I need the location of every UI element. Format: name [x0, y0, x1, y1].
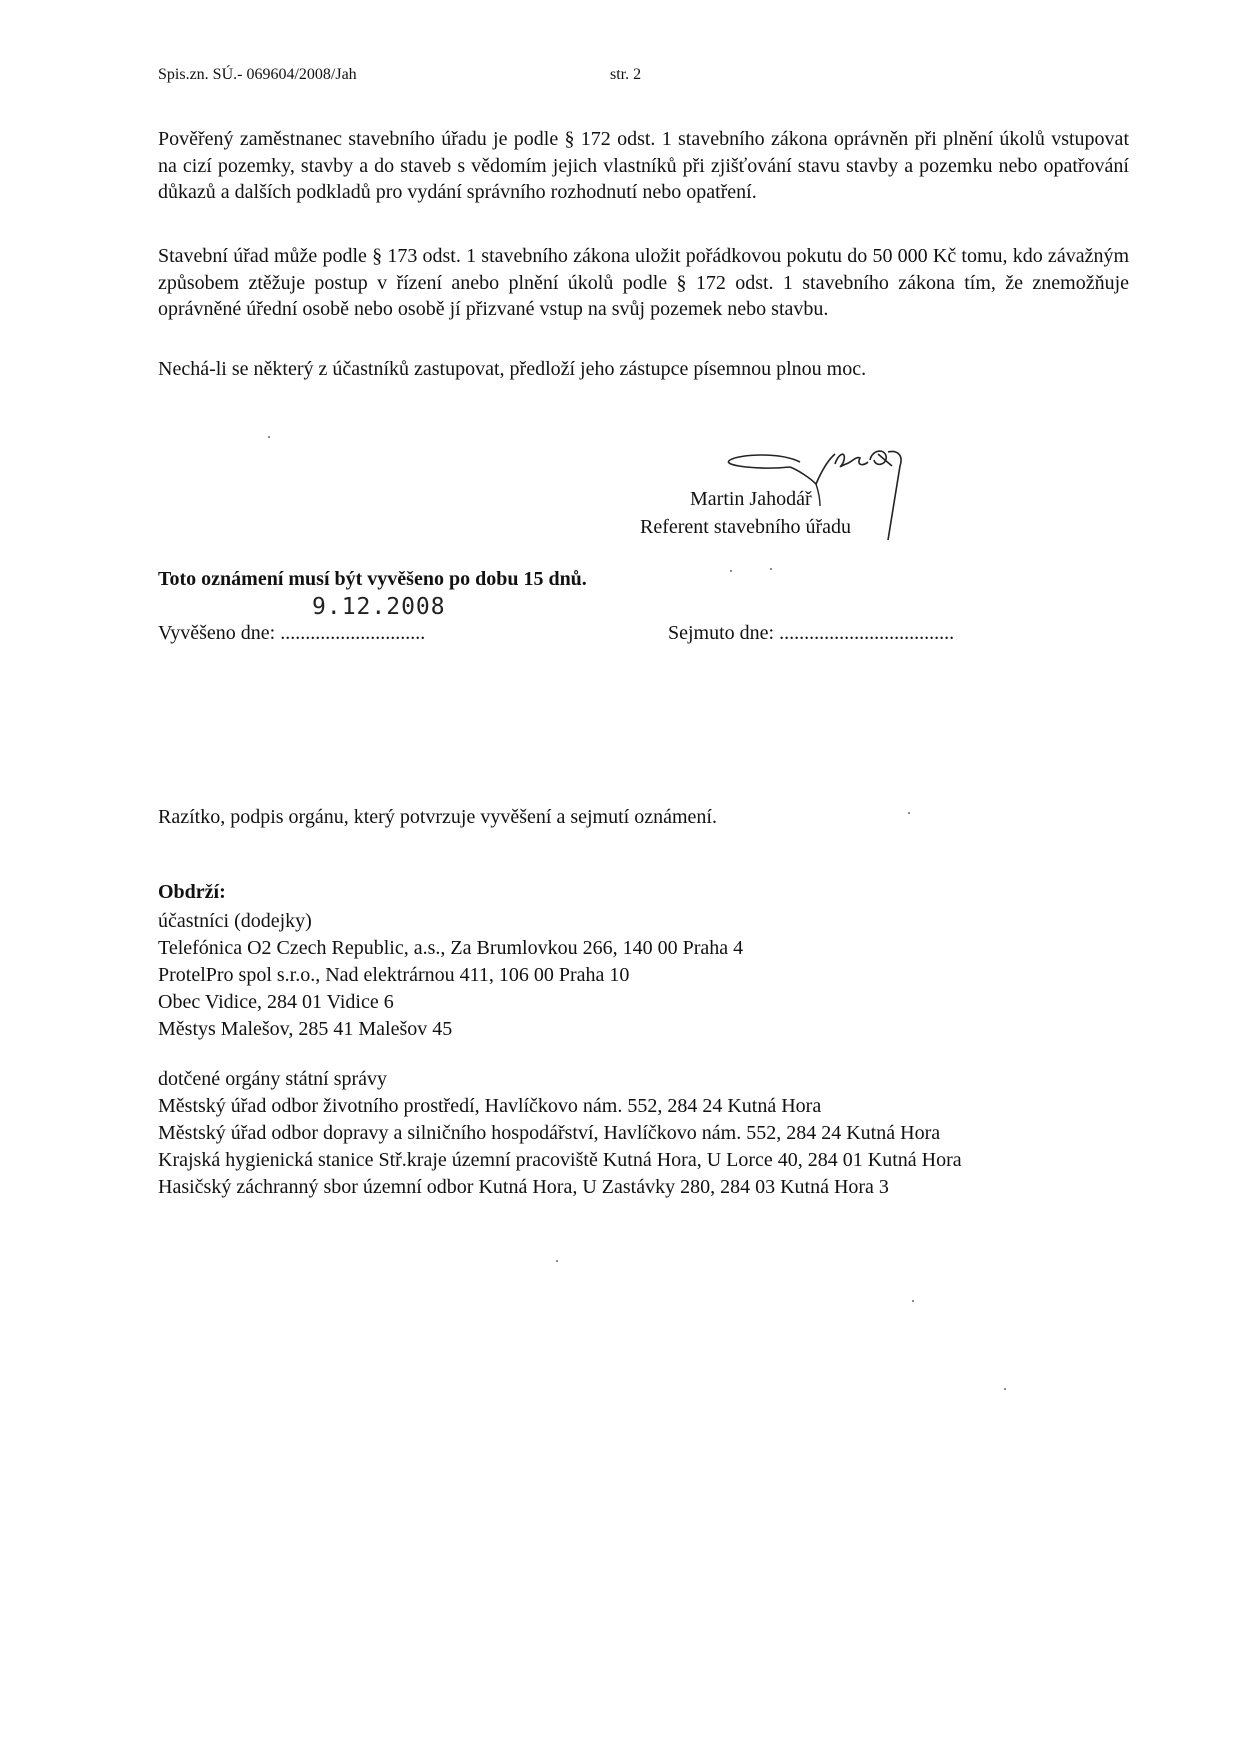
- posted-date-stamp: 9.12.2008: [312, 594, 446, 620]
- scan-speck: [556, 1260, 558, 1262]
- authority-item: Hasičský záchranný sbor územní odbor Kutná Hora, U Zastávky 280, 284 03 Kutná Hora 3: [158, 1176, 889, 1198]
- file-reference: Spis.zn. SÚ.- 069604/2008/Jah: [158, 66, 357, 83]
- scan-speck: [912, 1300, 914, 1302]
- authority-item: Městský úřad odbor životního prostředí, Havlíčkovo nám. 552, 284 24 Kutná Hora: [158, 1095, 822, 1117]
- paragraph-inspection: Pověřený zaměstnanec stavebního úřadu je podle § 172 odst. 1 stavebního zákona oprávněn při plnění úkolů vstupovat na cizí pozemky, stavby a do staveb s vědomím jejich vlastníků při zjišťování stavu stavby a pozemku nebo opatřování důkazů a dalších podkladů pro vydání správního rozhodnutí nebo opatření.: [158, 128, 1129, 203]
- authority-item: Městský úřad odbor dopravy a silničního hospodářství, Havlíčkovo nám. 552, 284 24 Kutná Hora: [158, 1122, 941, 1144]
- removed-date-label: Sejmuto dne: ...................................: [668, 622, 955, 644]
- stamp-note: Razítko, podpis orgánu, který potvrzuje vyvěšení a sejmutí oznámení.: [158, 806, 717, 828]
- posted-date-label: Vyvěšeno dne: .............................: [158, 622, 426, 644]
- scan-speck: [908, 812, 910, 814]
- participant-item: ProtelPro spol s.r.o., Nad elektrárnou 411, 106 00 Praha 10: [158, 964, 630, 986]
- authorities-label: dotčené orgány státní správy: [158, 1068, 388, 1090]
- page-number: str. 2: [610, 66, 642, 83]
- participant-item: Městys Malešov, 285 41 Malešov 45: [158, 1018, 453, 1040]
- participant-item: Obec Vidice, 284 01 Vidice 6: [158, 991, 394, 1013]
- recipients-heading: Obdrží:: [158, 881, 226, 903]
- scan-speck: [770, 568, 772, 570]
- paragraph-fine: Stavební úřad může podle § 173 odst. 1 stavebního zákona uložit pořádkovou pokutu do 50 000 Kč tomu, kdo závažným způsobem ztěžuje postup v řízení anebo plnění úkolů podle § 172 odst. 1 stavebního zákona tím, že znemožňuje oprávněné úřední osobě nebo osobě jí přizvané vstup na svůj pozemek nebo stavbu.: [158, 245, 1129, 320]
- scan-speck: [1004, 1388, 1006, 1390]
- scan-speck: [730, 570, 732, 572]
- scan-speck: [268, 436, 270, 438]
- posting-notice: Toto oznámení musí být vyvěšeno po dobu 15 dnů.: [158, 568, 587, 590]
- signatory-name: Martin Jahodář: [690, 488, 812, 510]
- participants-label: účastníci (dodejky): [158, 910, 312, 932]
- authority-item: Krajská hygienická stanice Stř.kraje územní pracoviště Kutná Hora, U Lorce 40, 284 01 Kutná Hora: [158, 1149, 962, 1171]
- paragraph-representation: Nechá-li se některý z účastníků zastupovat, předloží jeho zástupce písemnou plnou moc.: [158, 358, 867, 380]
- signatory-title: Referent stavebního úřadu: [640, 516, 852, 538]
- participant-item: Telefónica O2 Czech Republic, a.s., Za Brumlovkou 266, 140 00 Praha 4: [158, 937, 744, 959]
